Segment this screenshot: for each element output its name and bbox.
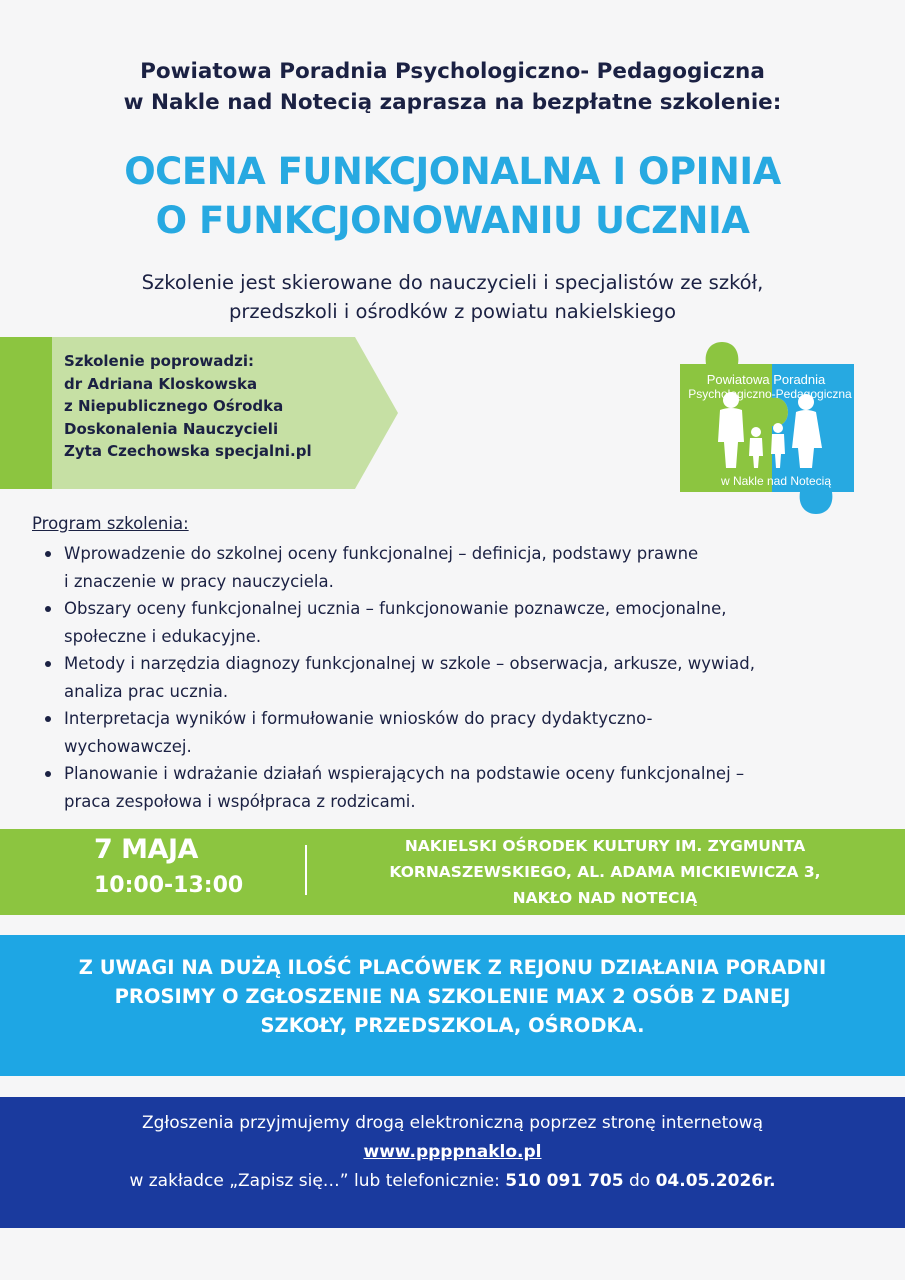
contact-line-1: Zgłoszenia przyjmujemy drogą elektroniczną poprzez stronę internetową <box>142 1113 763 1133</box>
registration-deadline: 04.05.2026r. <box>655 1171 776 1191</box>
program-list <box>36 540 876 815</box>
trainer-line: Zyta Czechowska specjalni.pl <box>64 442 312 460</box>
header-line-1: Powiatowa Poradnia Psychologiczno- Pedagogiczna <box>140 59 765 84</box>
audience-subtitle <box>0 268 905 326</box>
event-divider <box>305 845 307 895</box>
program-item <box>36 540 876 595</box>
contact-info <box>0 1109 905 1196</box>
contact-mid: do <box>628 1171 651 1191</box>
trainer-line: Szkolenie poprowadzi: <box>64 352 255 370</box>
registration-notice <box>30 953 875 1040</box>
program-item <box>36 595 876 650</box>
program-item <box>36 760 876 815</box>
program-item-line-1: Planowanie i wdrażanie działań wspierających na podstawie oceny funkcjonalnej – <box>64 764 745 783</box>
program-title: Program szkolenia: <box>32 514 189 533</box>
trainer-line: Doskonalenia Nauczycieli <box>64 419 279 438</box>
event-venue <box>360 833 850 911</box>
venue-line-1: NAKIELSKI OŚRODEK KULTURY IM. ZYGMUNTA <box>404 837 806 855</box>
header-line-2: w Nakle nad Notecią zaprasza na bezpłatne szkolenie: <box>123 90 782 115</box>
subtitle-line-2: przedszkoli i ośrodków z powiatu nakielskiego <box>228 300 677 323</box>
program-item-line-1: Metody i narzędzia diagnozy funkcjonalnej w szkole – obserwacja, arkusze, wywiad, <box>64 654 755 673</box>
logo-text-line-2: Psychologiczno-Pedagogiczna <box>688 387 852 401</box>
trainer-line: dr Adriana Kloskowska <box>64 374 258 393</box>
notice-line-2: PROSIMY O ZGŁOSZENIE NA SZKOLENIE MAX 2 OSÓB Z DANEJ <box>114 985 791 1008</box>
phone-number[interactable]: 510 091 705 <box>505 1171 624 1191</box>
logo-text-line-3: w Nakle nad Notecią <box>720 474 832 488</box>
program-item-line-2: wychowawczej. <box>64 736 192 756</box>
trainer-info <box>64 350 364 463</box>
subtitle-line-1: Szkolenie jest skierowane do nauczycieli i specjalistów ze szkół, <box>141 271 764 294</box>
title-line-2: O FUNKCJONOWANIU UCZNIA <box>155 199 750 242</box>
program-item-line-2: społeczne i edukacyjne. <box>64 626 262 646</box>
program-item <box>36 705 876 760</box>
organizer-header <box>0 56 905 118</box>
program-item-line-2: praca zespołowa i współpraca z rodzicami. <box>64 791 416 811</box>
program-item-line-1: Obszary oceny funkcjonalnej ucznia – funkcjonowanie poznawcze, emocjonalne, <box>64 599 727 618</box>
notice-line-3: SZKOŁY, PRZEDSZKOLA, OŚRODKA. <box>260 1014 645 1037</box>
poradnia-logo <box>676 338 858 516</box>
venue-line-3: NAKŁO NAD NOTECIĄ <box>512 889 698 907</box>
program-item-line-2: i znaczenie w pracy nauczyciela. <box>64 571 334 591</box>
event-time: 10:00-13:00 <box>94 873 244 898</box>
contact-prefix: w zakładce „Zapisz się…” lub telefonicznie: <box>129 1171 500 1191</box>
website-link[interactable]: www.ppppnaklo.pl <box>363 1142 542 1162</box>
venue-line-2: KORNASZEWSKIEGO, AL. ADAMA MICKIEWICZA 3, <box>389 863 821 881</box>
notice-line-1: Z UWAGI NA DUŻĄ ILOŚĆ PLACÓWEK Z REJONU DZIAŁANIA PORADNI <box>78 956 827 979</box>
trainer-line: z Niepublicznego Ośrodka <box>64 397 284 415</box>
title-line-1: OCENA FUNKCJONALNA I OPINIA <box>124 150 781 193</box>
program-item-line-2: analiza prac ucznia. <box>64 681 229 701</box>
event-date: 7 MAJA <box>94 834 198 865</box>
contact-line-3 <box>0 1167 905 1196</box>
program-item-line-1: Wprowadzenie do szkolnej oceny funkcjonalnej – definicja, podstawy prawne <box>64 544 699 563</box>
program-item <box>36 650 876 705</box>
logo-text-line-1: Powiatowa Poradnia <box>706 372 826 387</box>
training-title <box>0 147 905 245</box>
program-item-line-1: Interpretacja wyników i formułowanie wniosków do pracy dydaktyczno- <box>64 709 653 728</box>
